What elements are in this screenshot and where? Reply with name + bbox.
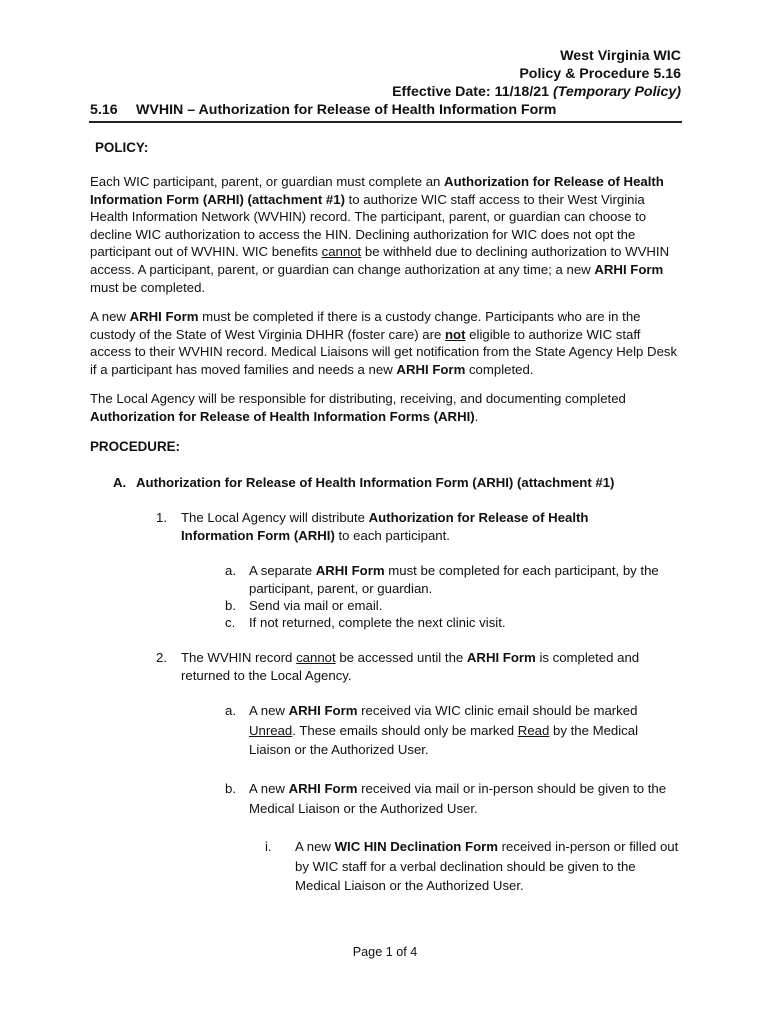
- step-1c: c. If not returned, complete the next clinic visit.: [225, 615, 506, 630]
- step-2a: a. A new ARHI Form received via WIC clinic email should be marked Unread. These emails should only be marked Read by the Medical Liaison or the Authorized User.: [225, 703, 639, 757]
- policy-heading: POLICY:: [95, 140, 149, 155]
- temporary-note: (Temporary Policy): [553, 84, 681, 100]
- policy-number: Policy & Procedure 5.16: [519, 66, 681, 82]
- step-2: 2. The WVHIN record cannot be accessed until the ARHI Form is completed and returned to the Local Agency.: [156, 650, 640, 683]
- section-a-title: Authorization for Release of Health Information Form (ARHI) (attachment #1): [136, 475, 615, 490]
- title-divider: [89, 121, 682, 123]
- effective-date: Effective Date: 11/18/21 (Temporary Policy): [392, 84, 681, 100]
- section-number: 5.16: [90, 102, 118, 118]
- step-2b: b. A new ARHI Form received via mail or in-person should be given to the Medical Liaison or the Authorized User.: [225, 781, 667, 816]
- step-1a: a. A separate ARHI Form must be completed for each participant, by the participant, parent, or guardian.: [225, 563, 659, 596]
- org-name: West Virginia WIC: [560, 48, 681, 64]
- policy-paragraph-3: The Local Agency will be responsible for distributing, receiving, and documenting completed Authorization for Release of Health Information Forms (ARHI).: [90, 391, 626, 424]
- policy-paragraph-1: Each WIC participant, parent, or guardian must complete an Authorization for Release of Health Information Form (ARHI) (attachment #1) to authorize WIC staff access to their West Virginia Health Information Network (WVHIN) record. The participant, parent, or guardian can choose to decline WIC authorization to access the HIN. Declining authorization for WIC does not opt the participant out of WVHIN. WIC benefits cannot be withheld due to declining authorization to WVHIN access. A participant, parent, or guardian can change authorization at any time; a new ARHI Form must be completed.: [90, 174, 670, 295]
- procedure-heading: PROCEDURE:: [90, 439, 181, 454]
- document-title: [90, 101, 682, 119]
- step-2b-i: i. A new WIC HIN Declination Form received in-person or filled out by WIC staff for a verbal declination should be given to the Medical Liaison or the Authorized User.: [265, 839, 679, 893]
- policy-paragraph-2: A new ARHI Form must be completed if there is a custody change. Participants who are in the custody of the State of West Virginia DHHR (foster care) are not eligible to authorize WIC staff access to their WVHIN record. Medical Liaisons will get notification from the State Agency Help Desk if a participant has moved families and needs a new ARHI Form completed.: [90, 309, 678, 377]
- section-title: WVHIN – Authorization for Release of Health Information Form: [136, 102, 557, 118]
- step-1: 1. The Local Agency will distribute Authorization for Release of Health Information Form (ARHI) to each participant.: [156, 510, 589, 543]
- page-number: Page 1 of 4: [352, 945, 418, 959]
- section-a-marker: A.: [113, 475, 127, 490]
- step-1b: b. Send via mail or email.: [225, 598, 383, 613]
